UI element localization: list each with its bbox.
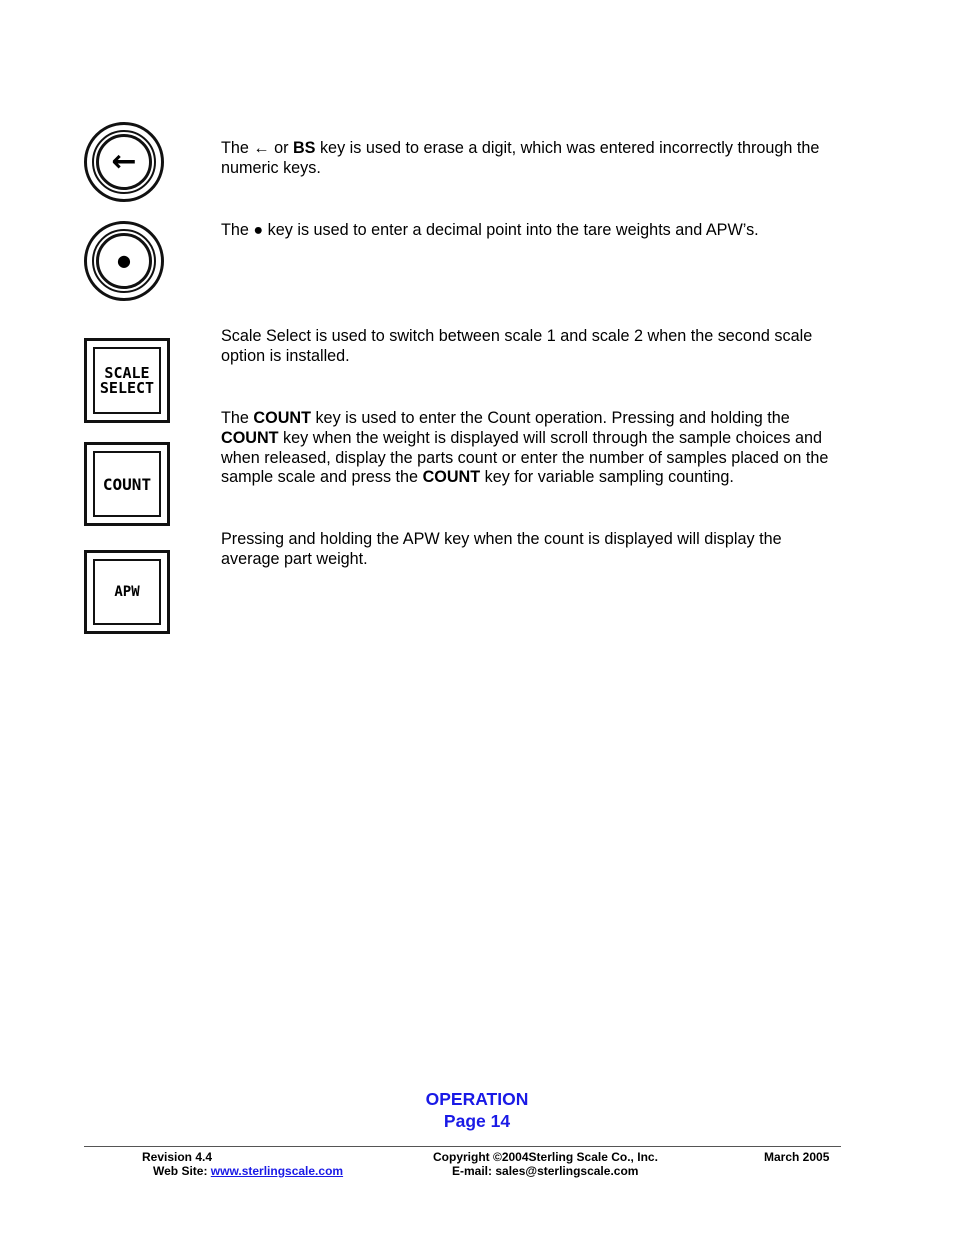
backspace-key-icon [84, 122, 164, 202]
scale-select-key-icon [84, 338, 170, 423]
decimal-description: The ● key is used to enter a decimal point into the tare weights and APW’s. [221, 221, 759, 239]
section-title: OPERATION [425, 1089, 529, 1109]
website-line [153, 1164, 343, 1179]
copyright-text: Copyright ©2004Sterling Scale Co., Inc. [433, 1150, 658, 1164]
page-number: Page 14 [443, 1111, 511, 1131]
decimal-key-icon [84, 221, 164, 301]
scale-select-key-line1: SCALE [104, 363, 150, 382]
scale-select-key-line2: SELECT [99, 378, 155, 397]
website-label: Web Site: [153, 1164, 211, 1178]
count-description: The COUNT key is used to enter the Count operation. Pressing and holding the COUNT key when the weight is displayed will scroll through the sample choices and when released, display the parts count or enter the number of samples placed on the sample scale and press the COUNT key for variable sampling counting. [221, 409, 829, 487]
website-link[interactable]: www.sterlingscale.com [210, 1164, 344, 1178]
date-text: March 2005 [764, 1150, 830, 1164]
apw-key-label: APW [114, 583, 140, 600]
apw-description: Pressing and holding the APW key when the count is displayed will display the average part weight. [221, 530, 782, 568]
footer-divider [84, 1146, 841, 1147]
revision-text: Revision 4.4 [142, 1150, 213, 1164]
count-key-label: COUNT [102, 474, 152, 494]
email-text: E-mail: sales@sterlingscale.com [452, 1164, 639, 1178]
scale-select-description: Scale Select is used to switch between scale 1 and scale 2 when the second scale option is installed. [221, 327, 813, 365]
apw-key-icon [84, 550, 170, 634]
backspace-description: The ← or BS key is used to erase a digit, which was entered incorrectly through the numeric keys. [221, 139, 820, 177]
count-key-icon [84, 442, 170, 526]
decimal-dot-icon: ● [117, 251, 131, 270]
left-arrow-icon: ← [111, 144, 137, 179]
